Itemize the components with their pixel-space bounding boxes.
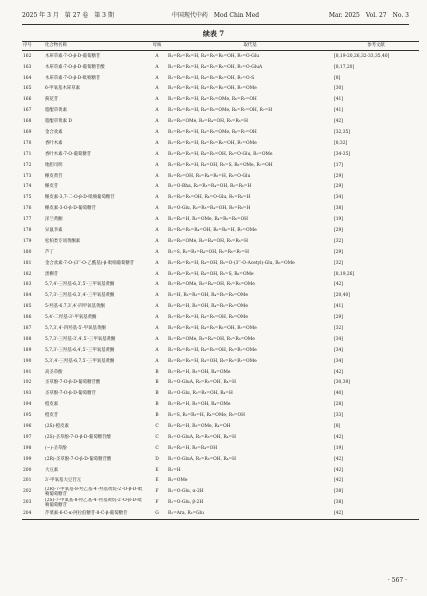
references: [42] xyxy=(334,434,344,440)
compound-name: 槲皮苷 xyxy=(45,184,59,190)
row-number: 191 xyxy=(23,369,32,375)
references: [41] xyxy=(334,97,344,103)
table-row xyxy=(22,105,419,116)
row-number: 174 xyxy=(23,184,32,190)
compound-name: 槲皮素-3,7-二-O-β-D-吡喃葡萄糖苷 xyxy=(45,195,115,201)
references: [8,32] xyxy=(334,140,348,146)
skeleton-type: A xyxy=(155,326,159,331)
row-number: 162 xyxy=(23,53,32,59)
compound-name: 槲皮素-3-O-β-D-葡萄糖苷 xyxy=(45,206,96,212)
compound-name: 6-甲氧基木犀草素 xyxy=(45,86,81,92)
header-rule xyxy=(22,24,409,25)
compound-name: 橙皮素 xyxy=(45,402,59,408)
references: [33] xyxy=(334,413,344,419)
substituents: R₁=R₂=H, R₃=OMe, R₄=OH xyxy=(168,424,231,430)
col-header-name: 化合物名称 xyxy=(44,42,147,51)
substituents: R₁=R₂=H, R₃=OMe, R₄=R₅=R₆=OH xyxy=(168,217,249,223)
skeleton-type: E xyxy=(155,478,159,484)
compound-table xyxy=(22,41,419,520)
skeleton-type: A xyxy=(155,347,159,353)
skeleton-type: A xyxy=(155,336,159,342)
table-row xyxy=(22,410,419,421)
references: [8] xyxy=(334,424,341,430)
substituents: R₁=R₂=R₃=H, R₄=R₅=OH, R₆=O-Glu, R₇=OMe xyxy=(168,151,273,157)
compound-name: 金合欢素 xyxy=(45,129,63,135)
substituents: R₁=R₂=R₃=H, R₄=R₅=OH, R₆=OMe xyxy=(168,315,249,321)
substituents: R₁=R₂=H, R₃=OH, R₄=R₅=R₆=OMe xyxy=(168,304,249,310)
substituents: R₁=R₂=R₃=H, R₄=OH, R₅=R₆=R₇=OMe xyxy=(168,358,257,364)
table-row xyxy=(22,236,419,247)
table-row xyxy=(22,280,419,291)
row-number: 173 xyxy=(23,173,32,179)
header-journal: 中国现代中药 Mod Chin Med xyxy=(171,12,260,19)
skeleton-type: A xyxy=(155,304,159,310)
skeleton-type: A xyxy=(155,217,159,223)
substituents: R₁=R₂=R₃=H, R₄=R₅=OMe, R₆=R₇=OH xyxy=(168,129,257,135)
compound-name: 圣草酚-7-O-β-D-葡萄糖苷酸 xyxy=(45,380,101,386)
table-row xyxy=(22,62,419,73)
table-row xyxy=(22,171,419,182)
skeleton-type: A xyxy=(155,260,159,266)
references: [30] xyxy=(334,86,344,92)
table-row xyxy=(22,443,419,454)
skeleton-type: A xyxy=(155,119,159,125)
references: [20,40] xyxy=(334,293,350,299)
row-number: 193 xyxy=(23,391,32,397)
table-row xyxy=(22,84,419,95)
references: [32,35] xyxy=(334,129,350,135)
table-row xyxy=(22,182,419,193)
substituents: R₁=R₂=R₃=H, R₄=R₅=R₆=OH, R₇=O-GluA xyxy=(168,64,263,70)
row-number: 176 xyxy=(23,206,32,212)
compound-name: 黑槲苷 xyxy=(45,271,59,277)
skeleton-type: A xyxy=(155,293,159,299)
skeleton-type: A xyxy=(155,75,159,81)
table-row xyxy=(22,149,419,160)
skeleton-type: A xyxy=(155,173,159,179)
substituents: R₁=H, R₂=R₃=OH, R₄=R₅=R₆=OMe xyxy=(168,293,249,299)
compound-name: 木犀草素-7-O-β-D-吡喃糖苷 xyxy=(45,75,101,81)
compound-name: 5,7,3′-三羟基-3′,4′,5′-三甲氧基黄酮 xyxy=(45,336,116,342)
table-row xyxy=(22,193,419,204)
skeleton-type: A xyxy=(155,206,159,212)
table-title: 续表 7 xyxy=(202,29,225,38)
references: [41] xyxy=(334,304,344,310)
row-number: 172 xyxy=(23,162,32,168)
substituents: R₁=O-Glu, β-2H xyxy=(168,500,204,506)
references: [34-35] xyxy=(334,151,351,157)
substituents: R₁=O-Rha, R₂=R₃=R₄=OH, R₅=R₆=H xyxy=(168,184,252,190)
row-number: 185 xyxy=(23,304,32,310)
table-row xyxy=(22,334,419,345)
table-row xyxy=(22,127,419,138)
substituents: R₁=R₂=R₃=H, R₄=R₅=OH, R₆=R₇=OMe xyxy=(168,347,257,353)
skeleton-type: A xyxy=(155,184,159,190)
row-number: 202 xyxy=(23,489,32,495)
compound-name: (2S)-圣草酚-7-O-β-D-葡萄糖苷酸 xyxy=(45,434,111,440)
references: [17] xyxy=(334,162,344,168)
table-header-row xyxy=(22,42,419,51)
row-number: 182 xyxy=(23,271,32,277)
skeleton-type: A xyxy=(155,249,159,255)
substituents: R₁=R₂=R₃=H, R₄=R₅=OMe, R₆=R₇=OH, R₇=H xyxy=(168,108,273,114)
skeleton-type: F xyxy=(155,500,159,506)
table-row xyxy=(22,356,419,367)
substituents: R₁=S, R₂=R₃=R₄=OH, R₅=R₆=R₇=H xyxy=(168,249,249,255)
compound-name: 蓟花苷 xyxy=(45,97,59,103)
substituents: R₁=R₂=H, R₃=OH, R₄=OMe xyxy=(168,369,231,375)
substituents: R₁=R₂=R₃=R₄=OH, R₅=R₆=H, R₇=OMe xyxy=(168,227,257,233)
row-number: 166 xyxy=(23,97,32,103)
references: [34] xyxy=(334,358,344,364)
substituents: R₁=H xyxy=(168,467,181,473)
row-number: 201 xyxy=(23,478,32,484)
substituents: R₁=OMe xyxy=(168,478,188,484)
row-number: 165 xyxy=(23,86,32,92)
skeleton-type: C xyxy=(155,424,159,430)
col-header-references: 参考文献 xyxy=(333,42,419,51)
table-body xyxy=(22,51,419,520)
row-number: 188 xyxy=(23,336,32,342)
compound-name: 芦丁 xyxy=(45,249,54,255)
row-number: 189 xyxy=(23,347,32,353)
references: [34] xyxy=(334,336,344,342)
skeleton-type: A xyxy=(155,271,159,277)
compound-name: (−)-圣草酚 xyxy=(45,445,67,451)
substituents: R₁=R₂=R₃=H, R₄=R₅=OMe, R₆=R₇=OH xyxy=(168,97,257,103)
references: [34] xyxy=(334,347,344,353)
substituents: R₁=R₂=R₃=OH, R₄=O-Glu, R₅=R₆=H xyxy=(168,195,251,201)
skeleton-type: A xyxy=(155,238,159,244)
references: [28] xyxy=(334,402,344,408)
table-row xyxy=(22,389,419,400)
skeleton-type: A xyxy=(155,195,159,201)
substituents: R₁=O-Glu, R₂=R₃=R₄=OH, R₅=R₆=H xyxy=(168,206,251,212)
table-row xyxy=(22,312,419,323)
references: [29] xyxy=(334,184,344,190)
compound-name: 5-羟基-6,7,3′,4′-四甲氧基黄酮 xyxy=(45,304,105,310)
table-row xyxy=(22,258,419,269)
table-row xyxy=(22,95,419,106)
compound-name: 高圣草酚 xyxy=(45,369,63,375)
references: [38] xyxy=(334,206,344,212)
substituents: R₁=O-Glu, α-2H xyxy=(168,489,204,495)
table-row xyxy=(22,508,419,519)
table-row xyxy=(22,247,419,258)
references: [34] xyxy=(334,195,344,201)
compound-name: 5,4′-二羟基-3′-甲氧基黄酮 xyxy=(45,315,97,321)
references: [32] xyxy=(334,260,344,266)
compound-name: (2R)-7-甲氧基-8-羟乙基-4′-羟基黄烷-2′-O-β-D-吡喃葡萄糖苷 xyxy=(45,486,143,498)
table-row xyxy=(22,160,419,171)
references: [42] xyxy=(333,508,419,519)
substituents: R₁=R₂=R₃=H, R₄=R₅=R₆=OH, R₇=OMe xyxy=(168,86,257,92)
skeleton-type: C xyxy=(155,434,159,440)
row-number: 190 xyxy=(23,358,32,364)
table-row xyxy=(22,323,419,334)
skeleton-type: B xyxy=(155,391,159,397)
compound-name: 木犀草素-7-O-β-D-葡萄糖苷 xyxy=(45,53,101,59)
row-number: 180 xyxy=(23,249,32,255)
table-row xyxy=(22,498,419,509)
row-number: 171 xyxy=(23,151,32,157)
skeleton-type: A xyxy=(155,358,159,364)
row-number: 169 xyxy=(23,129,32,135)
references: [29] xyxy=(334,173,344,179)
substituents: R₁=O-GluA, R₂=R₃=OH, R₄=H xyxy=(168,456,236,462)
references: [29] xyxy=(334,227,344,233)
skeleton-type: A xyxy=(155,53,159,59)
compound-name: 香叶木素-7-O-葡萄糖苷 xyxy=(45,151,92,157)
row-number: 183 xyxy=(23,282,32,288)
substituents: R₁=S, R₂=R₃=H, R₄=OMe, R₅=OH xyxy=(168,413,245,419)
compound-name: 槲皮黄苷 xyxy=(45,173,63,179)
skeleton-type: A xyxy=(155,315,159,321)
references: [32] xyxy=(334,326,344,331)
table-row xyxy=(22,73,419,84)
substituents: R₁=Ara, R₂=Glu xyxy=(167,508,333,519)
table-row xyxy=(22,367,419,378)
compound-name: 香叶木素 xyxy=(45,140,63,146)
substituents: R₁=R₂=R₃=H, R₄=R₅=R₆=OH, R₇=OMe xyxy=(168,140,257,146)
compound-name: 木犀草素-7-O-β-D-葡萄糖苷酸 xyxy=(45,64,105,70)
row-number: 197 xyxy=(23,434,32,440)
substituents: R₁=R₂=OH, R₃=R₄=R₅=H, R₆=O-Glu xyxy=(168,173,251,179)
row-number: 167 xyxy=(23,108,32,114)
substituents: R₁=R₂=OMe, R₃=R₄=OH, R₅=R₆=H xyxy=(168,238,249,244)
skeleton-type: F xyxy=(155,489,159,495)
references: [42] xyxy=(334,467,344,473)
references: [19] xyxy=(334,217,344,223)
table-row xyxy=(22,465,419,476)
row-number: 178 xyxy=(23,227,32,233)
row-number: 179 xyxy=(23,238,32,244)
references: [41] xyxy=(334,108,344,114)
compound-name: 金合欢素-7-O-(3″′-O-乙酰基)-β-吡喃葡萄糖苷 xyxy=(45,260,135,266)
references: [38] xyxy=(334,489,344,495)
compound-name: 脂醌草黄素 D xyxy=(45,119,72,125)
row-number: 186 xyxy=(23,315,32,321)
references: [42] xyxy=(334,282,344,288)
substituents: R₁=R₂=R₃=H, R₄=OH, R₅=S, R₆=OMe, R₇=OH xyxy=(168,162,273,168)
row-number: 192 xyxy=(23,380,32,386)
substituents: R₁=O-Glu, R₂=R₃=OH, R₄=H xyxy=(168,391,233,397)
skeleton-type: E xyxy=(155,467,159,473)
skeleton-type: G xyxy=(147,508,167,519)
references: [8] xyxy=(334,75,341,81)
compound-name: (2S)-7-甲氧基-8-羟乙基-4′-羟基黄烷-2′-O-β-D-吡喃葡萄糖苷 xyxy=(45,497,142,508)
col-header-substituents: 取代基 xyxy=(167,42,333,51)
references: [42] xyxy=(334,456,344,462)
skeleton-type: B xyxy=(155,402,159,408)
table-row xyxy=(22,51,419,62)
compound-name: (2R)-圣草酚-7-O-β-D-葡萄糖苷酸 xyxy=(45,456,112,462)
table-row xyxy=(22,116,419,127)
page-number: · 567 · xyxy=(387,577,407,584)
skeleton-type: A xyxy=(155,64,159,70)
row-number: 194 xyxy=(23,402,32,408)
references: [42] xyxy=(334,119,344,125)
header-issue-en: Mar. 2025 Vol. 27 No. 3 xyxy=(328,12,409,19)
substituents: R₁=R₂=OMe, R₃=R₄=OH, R₅=R₆=OMe xyxy=(168,336,255,342)
compound-name: 大豆素 xyxy=(45,467,59,473)
compound-name: (2S)-橙皮素 xyxy=(45,424,69,430)
skeleton-type: B xyxy=(155,369,159,375)
references: [19] xyxy=(334,445,344,451)
compound-name: 3′-甲氧基大豆苷元 xyxy=(45,478,82,484)
row-number: 203 xyxy=(23,500,32,506)
table-row xyxy=(22,214,419,225)
row-number: 204 xyxy=(22,508,44,519)
col-header-no: 序号 xyxy=(22,42,44,51)
table-row xyxy=(22,400,419,411)
substituents: R₁=R₂=OMe, R₃=R₄=OH, R₅=R₆=OMe xyxy=(168,282,255,288)
skeleton-type: A xyxy=(155,86,159,92)
references: [8,19-20,26,32-33,35,40] xyxy=(334,53,390,59)
row-number: 163 xyxy=(23,64,32,70)
table-row xyxy=(22,454,419,465)
substituents: R₁=O-GluA, R₂=R₃=OH, R₄=H xyxy=(168,380,236,386)
skeleton-type: A xyxy=(155,151,159,157)
header-issue: 2025 年 3 月 第 27 卷 第 3 期 xyxy=(22,12,114,19)
row-number: 184 xyxy=(23,293,32,299)
references: [29] xyxy=(334,249,344,255)
running-header xyxy=(22,10,409,22)
table-row xyxy=(22,291,419,302)
skeleton-type: A xyxy=(155,129,159,135)
row-number: 198 xyxy=(23,445,32,451)
table-row xyxy=(22,203,419,214)
substituents: R₁=O-GluA, R₂=R₃=OH, R₄=H xyxy=(168,434,236,440)
table-row xyxy=(22,138,419,149)
table-row xyxy=(22,269,419,280)
references: [29] xyxy=(334,315,344,321)
skeleton-type: A xyxy=(155,282,159,288)
references: [8,17,20] xyxy=(334,64,355,70)
row-number: 199 xyxy=(23,456,32,462)
references: [8,19,26] xyxy=(334,271,355,277)
references: [42] xyxy=(334,369,344,375)
row-number: 181 xyxy=(23,260,32,266)
compound-name: 芹菜素-6-C-α-阿拉伯糖苷-8-C-β-葡萄糖苷 xyxy=(44,508,147,519)
references: [42] xyxy=(334,478,344,484)
skeleton-type: A xyxy=(155,108,159,114)
row-number: 164 xyxy=(23,75,32,81)
references: [40] xyxy=(334,391,344,397)
table-row xyxy=(22,476,419,487)
substituents: R₁=R₂=R₃=H, R₄=R₅=R₆=OH, R₇=O-Glu xyxy=(168,53,260,59)
substituents: R₁=R₂=H, R₃=OH, R₄=OMe xyxy=(168,402,231,408)
substituents: R₁=R₂=R₃=H, R₄=OH, R₅=S, R₆=OMe xyxy=(168,271,254,277)
compound-name: 松柏类专项黄酮素 xyxy=(45,238,81,244)
substituents: R₁=R₂=R₃=H, R₄=OH, R₅=O-(3″′-O-Acetyl)-Glu, R₆=OMe xyxy=(168,260,295,266)
row-number: 175 xyxy=(23,195,32,201)
compound-name: 5,7,4′-三羟基-6,3′,5′-三甲氧基黄酮 xyxy=(45,282,115,288)
compound-name: 地胆司明 xyxy=(45,162,63,168)
table-row xyxy=(22,378,419,389)
compound-name: 脂醌草黄素 xyxy=(45,108,67,114)
skeleton-type: A xyxy=(155,97,159,103)
row-number: 187 xyxy=(23,326,32,331)
row-number: 177 xyxy=(23,217,32,223)
compound-name: 异鼠李素 xyxy=(45,227,63,233)
skeleton-type: C xyxy=(155,445,159,451)
skeleton-type: B xyxy=(155,413,159,419)
compound-name: 5,3′,4′-三羟基-6,7,5′-三甲氧基黄酮 xyxy=(45,358,115,364)
compound-name: 橙皮苷 xyxy=(45,413,59,419)
substituents: R₁=R₂=R₃=H, R₄=R₅=R₆=OH, R₇=OMe xyxy=(168,326,257,331)
skeleton-type: A xyxy=(155,162,159,168)
row-number: 195 xyxy=(23,413,32,419)
table-row xyxy=(22,225,419,236)
row-number: 170 xyxy=(23,140,32,146)
skeleton-type: A xyxy=(155,227,159,233)
col-header-skeleton: 母核 xyxy=(147,42,167,51)
skeleton-type: D xyxy=(155,456,159,462)
substituents: R₁=R₂=H, R₃=R₄=OH xyxy=(168,445,218,451)
compound-name: 泽兰黄酮 xyxy=(45,217,63,223)
compound-table-container xyxy=(22,41,409,520)
row-number: 200 xyxy=(23,467,32,473)
substituents: R₁=R₂=OMe, R₃=R₄=OH, R₅=R₆=H xyxy=(168,119,249,125)
table-row xyxy=(22,432,419,443)
compound-name: 5,7,3′-三羟基-6,4′,5′-三甲氧基黄酮 xyxy=(45,347,115,353)
references: [38] xyxy=(334,500,344,506)
compound-name: 5,7,3′,4′-四羟基-5′-甲氧基黄酮 xyxy=(45,326,106,331)
skeleton-type: B xyxy=(155,380,159,386)
table-row xyxy=(22,345,419,356)
row-number: 168 xyxy=(23,119,32,125)
references: [30,39] xyxy=(334,380,350,386)
table-row xyxy=(22,487,419,498)
substituents: R₁=R₂=R₃=H, R₄=R₅=R₆=OH, R₇=O-S xyxy=(168,75,255,81)
row-number: 196 xyxy=(23,424,32,430)
references: [32] xyxy=(334,238,344,244)
table-row xyxy=(22,301,419,312)
table-row xyxy=(22,421,419,432)
compound-name: 圣草酚-7-O-β-D-葡萄糖苷 xyxy=(45,391,96,397)
skeleton-type: A xyxy=(155,140,159,146)
compound-name: 5,7,3′-三羟基-6,3′,4′-三甲氧基黄酮 xyxy=(45,293,115,299)
